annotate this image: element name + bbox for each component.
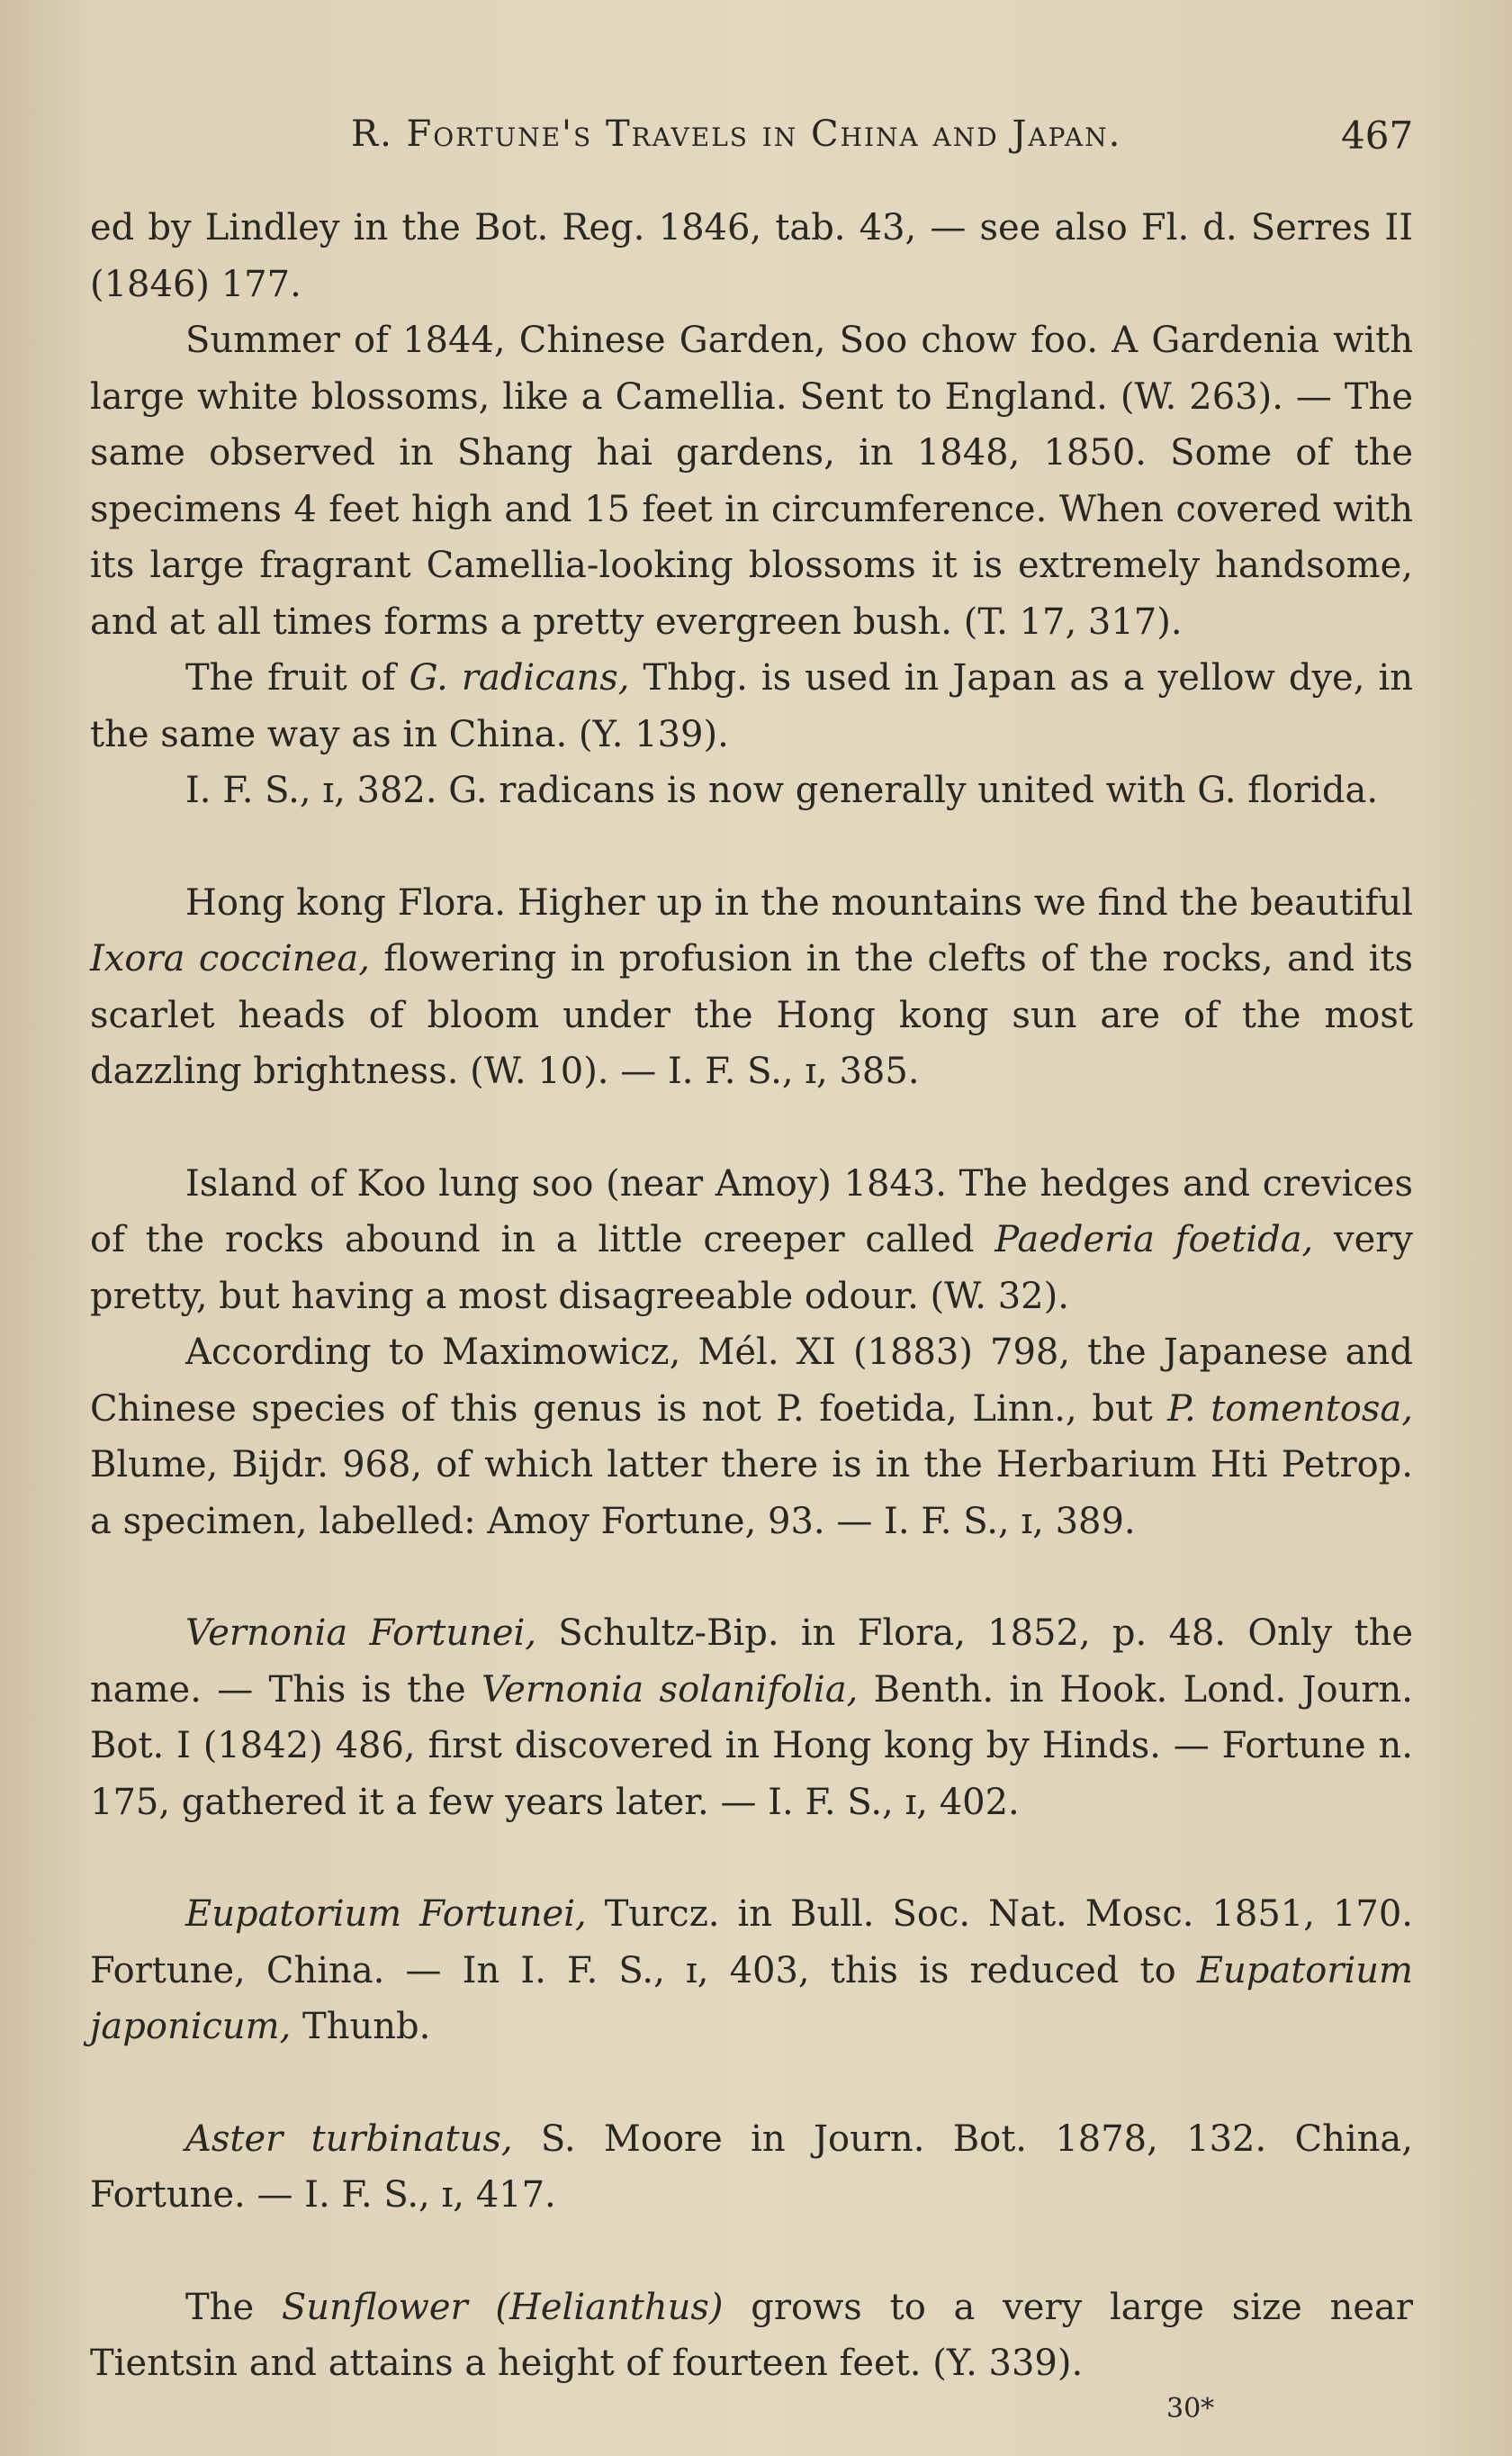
italic-text: G. radicans, (409, 657, 630, 699)
italic-text: Eupatorium japonicum, (90, 1949, 1413, 2047)
text-run: Island of Koo lung soo (near Amoy) 1843. The hedges and crevices of the rocks abound in a little creeper called (90, 1162, 1413, 1260)
text-run: grows to a very large size near Tientsin and attains a height of fourteen feet. (Y. 339). (90, 2286, 1413, 2384)
paragraph (90, 2111, 1413, 2224)
paragraph (90, 1886, 1413, 2055)
text-run: ed by Lindley in the Bot. Reg. 1846, tab. 43, — see also Fl. d. Serres II (1846) 177. (90, 207, 1413, 305)
paragraph (90, 1605, 1413, 1830)
italic-text: P. tomentosa, (1167, 1387, 1413, 1430)
text-run: flowering in profusion in the clefts of the rocks, and its scarlet heads of bloom under the Hong kong sun are of the most dazzling brightness. (W. 10). — I. F. S., ɪ, 385. (90, 938, 1414, 1092)
text-run: Blume, Bijdr. 968, of which latter there is in the Herbarium Hti Petrop. a specimen, labelled: Amoy Fortune, 93. — I. F. S., ɪ, 389. (90, 1444, 1413, 1542)
paragraph (90, 763, 1413, 819)
text-run: According to Maximowicz, Mél. XI (1883) 798, the Japanese and Chinese species of this genus is not P. foetida, Linn., but (90, 1332, 1413, 1430)
paragraph (90, 200, 1413, 312)
page-number: 467 (1341, 113, 1414, 158)
body-text (90, 200, 1413, 2392)
text-run: very pretty, but having a most disagreeable odour. (W. 32). (90, 1219, 1414, 1317)
text-run: Thbg. is used in Japan as a yellow dye, in the same way as in China. (Y. 139). (90, 657, 1414, 755)
paragraph (90, 875, 1413, 1100)
italic-text: Aster turbinatus, (185, 2117, 513, 2160)
text-run: Turcz. in Bull. Soc. Nat. Mosc. 1851, 170. Fortune, China. — In I. F. S., ɪ, 403, this is reduced to (90, 1893, 1414, 1991)
text-run: Thunb. (291, 2006, 431, 2047)
italic-text: Vernonia solanifolia, (482, 1668, 859, 1711)
text-run: Summer of 1844, Chinese Garden, Soo chow foo. A Gardenia with large white blossoms, like a Camellia. Sent to England. (W. 263). — The same observed in Shang hai gardens, in 1848, 1850. Some of the specimens 4 feet high and 15 feet in circumference. When covered with its large fragrant Camellia-looking blossoms it is extremely handsome, and at all times forms a pretty evergreen bush. (T. 17, 317). (90, 320, 1413, 643)
italic-text: Ixora coccinea, (90, 938, 370, 980)
page-header (0, 113, 1512, 167)
paragraph (90, 1324, 1413, 1549)
text-run: The (185, 2286, 282, 2328)
text-run: Hong kong Flora. Higher up in the mountains we find the beautiful (185, 881, 1413, 924)
text-run: S. Moore in Journ. Bot. 1878, 132. China, Fortune. — I. F. S., ɪ, 417. (90, 2117, 1413, 2216)
text-run: Schultz-Bip. in Flora, 1852, p. 48. Only the name. — This is the (90, 1612, 1414, 1711)
italic-text: Eupatorium Fortunei, (185, 1893, 587, 1935)
running-title: R. Fortune's Travels in China and Japan. (351, 113, 1122, 155)
paragraph (90, 312, 1413, 650)
text-run: Benth. in Hook. Lond. Journ. Bot. I (1842) 486, first discovered in Hong kong by Hinds. — Fortune n. 175, gathered it a few years later. — I. F. S., ɪ, 402. (90, 1668, 1413, 1823)
signature-mark: 30* (1166, 2393, 1215, 2424)
italic-text: Paederia foetida, (994, 1219, 1314, 1260)
italic-text: Sunflower (Helianthus) (281, 2286, 724, 2328)
paragraph (90, 650, 1413, 763)
text-run: The fruit of (185, 657, 410, 699)
text-run: I. F. S., ɪ, 382. G. radicans is now generally united with G. florida. (185, 770, 1379, 811)
paragraph (90, 2280, 1413, 2392)
paragraph (90, 1156, 1413, 1325)
italic-text: Vernonia Fortunei, (185, 1612, 537, 1654)
